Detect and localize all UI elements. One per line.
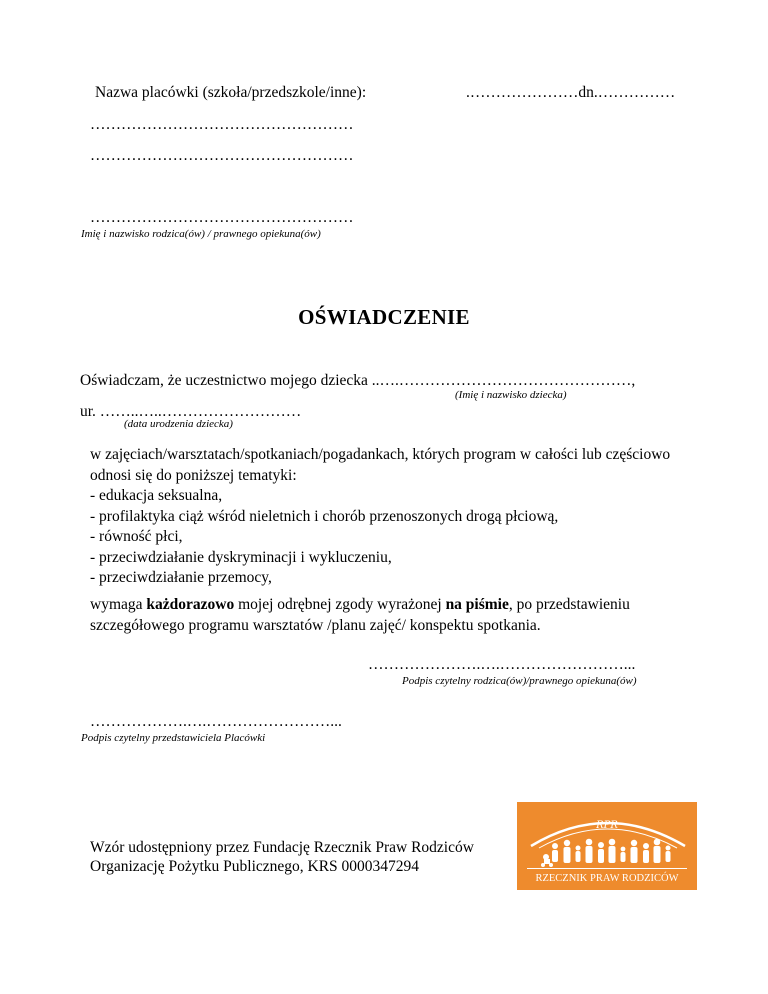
logo-script-text: RPR [596, 820, 618, 831]
date-line: .…………………dn.…………… [466, 84, 676, 101]
consent-bold-in-writing: na piśmie [445, 596, 509, 613]
institution-signature-line: ……………….….……………………... [90, 713, 342, 730]
footer-line-2: Organizację Pożytku Publicznego, KRS 0000347294 [90, 858, 420, 875]
consent-bold-each-time: każdorazowo [146, 596, 235, 613]
logo-graphic [517, 802, 697, 890]
child-name-caption: (Imię i nazwisko dziecka) [455, 389, 567, 401]
consent-text: mojej odrębnej zgody wyrażonej [234, 596, 446, 613]
footer-text [90, 838, 474, 876]
dotted-line-2: …………………………………………… [90, 147, 354, 164]
topic-item: - przeciwdziałanie dyskryminacji i wykluczeniu, [90, 548, 392, 566]
parent-name-caption: Imię i nazwisko rodzica(ów) / prawnego opiekuna(ów) [81, 228, 321, 240]
consent-line-1 [90, 595, 700, 616]
topic-item: - równość płci, [90, 528, 183, 545]
institution-label: Nazwa placówki (szkoła/przedszkole/inne): [95, 84, 367, 101]
topic-item: - edukacja seksualna, [90, 487, 223, 504]
institution-signature-caption: Podpis czytelny przedstawiciela Placówki [81, 732, 266, 744]
consent-paragraph [90, 595, 700, 636]
rpr-logo [517, 802, 697, 890]
intro-line-1: w zajęciach/warsztatach/spotkaniach/pogadankach, których program w całości lub częściowo [90, 446, 671, 463]
dotted-line-1: …………………………………………… [90, 116, 354, 133]
parent-signature-caption: Podpis czytelny rodzica(ów)/prawnego opiekuna(ów) [402, 675, 637, 687]
logo-family-silhouettes [543, 839, 671, 864]
consent-text: , po przedstawieniu [508, 596, 630, 613]
statement-line: Oświadczam, że uczestnictwo mojego dziecka ..….………………………………………, [80, 372, 636, 389]
logo-divider [527, 868, 687, 869]
footer-line-1: Wzór udostępniony przez Fundację Rzecznik Praw Rodziców [90, 839, 474, 856]
topic-item: - profilaktyka ciąż wśród nieletnich i chorób przenoszonych drogą płciową, [90, 507, 559, 525]
consent-text: wymaga [90, 596, 147, 613]
dotted-line-3: …………………………………………… [90, 209, 354, 226]
topic-item: - przeciwdziałanie przemocy, [90, 569, 272, 586]
birth-date-line: ur. ……..…..……………………… [80, 403, 302, 420]
topics-paragraph [90, 445, 700, 589]
logo-caption: RZECZNIK PRAW RODZICÓW [535, 873, 679, 884]
consent-line-2: szczegółowego programu warsztatów /planu zajęć/ konspektu spotkania. [90, 616, 541, 634]
intro-line-2: odnosi się do poniższej tematyki: [90, 466, 297, 484]
birth-date-caption: (data urodzenia dziecka) [124, 418, 233, 430]
document-title: OŚWIADCZENIE [298, 305, 470, 329]
parent-signature-line: ………………….….……………………... [368, 656, 636, 673]
